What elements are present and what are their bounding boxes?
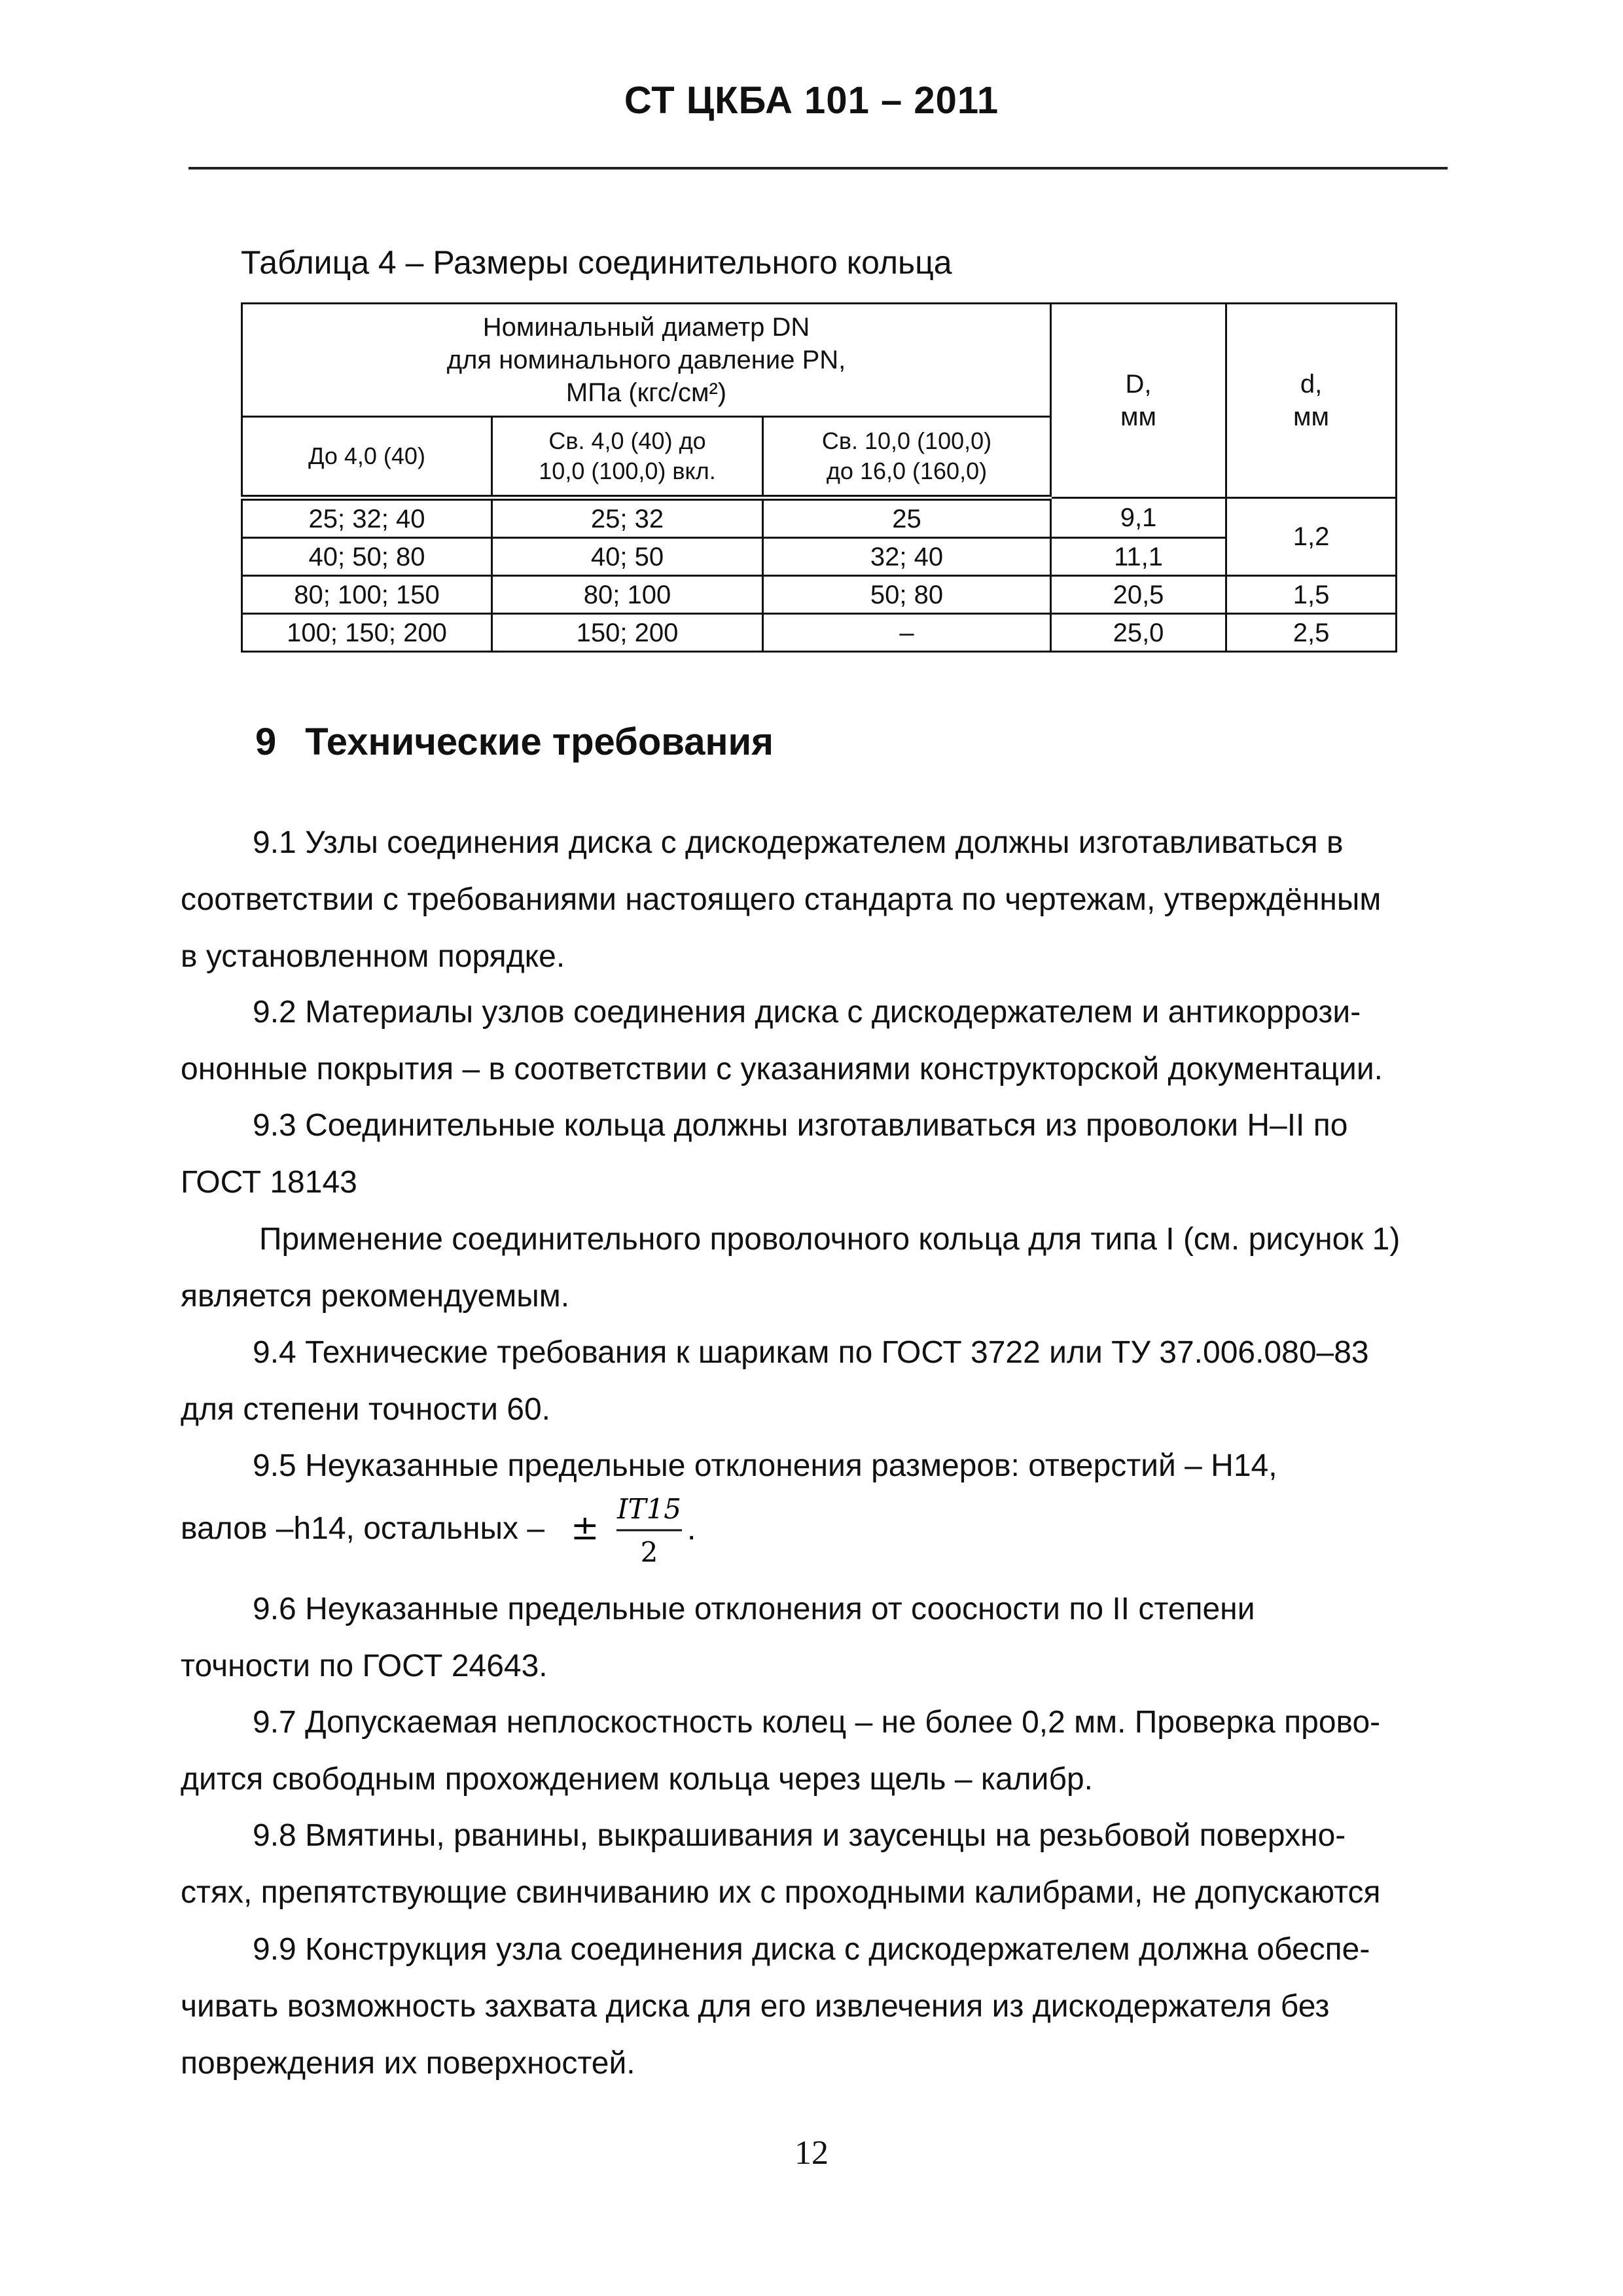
tolerance-formula — [565, 1484, 716, 1570]
section-number: 9 — [255, 721, 277, 763]
paragraph-line: 9.8 Вмятины, рванины, выкрашивания и заусенцы на резьбовой поверхно- — [253, 1818, 1346, 1853]
group-header-cell — [242, 304, 1051, 417]
group-header-line: для номинального давление PN, — [446, 346, 846, 374]
table-row — [242, 576, 1397, 614]
paragraph-line: для степени точности 60. — [181, 1392, 550, 1427]
table-cell: 1,5 — [1226, 576, 1397, 614]
table-cell: 50; 80 — [763, 576, 1051, 614]
paragraph-9-2 — [181, 984, 1463, 1098]
col-d-label: d, — [1300, 370, 1323, 399]
paragraph-9-4 — [181, 1324, 1463, 1438]
paragraph-line: 9.1 Узлы соединения диска с дискодержателем должны изготавливаться в — [253, 825, 1344, 860]
table-cell: 25; 32; 40 — [242, 498, 492, 538]
tolerance-formula-line — [181, 1484, 1097, 1570]
subheader-col-1 — [242, 417, 492, 498]
col-D-header — [1051, 304, 1226, 498]
paragraph-line: точности по ГОСТ 24643. — [181, 1649, 548, 1683]
table-cell: 20,5 — [1051, 576, 1226, 614]
table-cell: – — [763, 614, 1051, 652]
paragraph-line: повреждения их поверхностей. — [181, 2046, 635, 2081]
formula-prefix: валов –h14, остальных – — [181, 1511, 545, 1546]
paragraph-line: в установленном порядке. — [181, 939, 565, 974]
table-caption: Таблица 4 – Размеры соединительного кольца — [241, 244, 952, 281]
table-cell: 150; 200 — [492, 614, 763, 652]
header-rule — [188, 167, 1448, 170]
section-title: Технические требования — [305, 721, 774, 763]
table-cell: 80; 100 — [492, 576, 763, 614]
subheader-text: Св. 10,0 (100,0) — [821, 427, 992, 454]
table-cell: 40; 50 — [492, 538, 763, 576]
table-cell-merged: 1,2 — [1226, 498, 1397, 576]
paragraph-line: 9.2 Материалы узлов соединения диска с дискодержателем и антикоррози- — [253, 995, 1361, 1030]
group-header-line: Номинальный диаметр DN — [482, 313, 810, 342]
table-cell: 32; 40 — [763, 538, 1051, 576]
page-number: 12 — [794, 2134, 829, 2172]
table-cell: 25; 32 — [492, 498, 763, 538]
paragraph-9-8 — [181, 1807, 1463, 1921]
fraction-numerator: IT15 — [616, 1493, 682, 1525]
paragraph-9-3-note — [181, 1211, 1463, 1325]
table-cell: 9,1 — [1051, 498, 1226, 538]
col-D-label: D, — [1125, 370, 1152, 399]
table-cell: 2,5 — [1226, 614, 1397, 652]
col-d-unit: мм — [1293, 403, 1330, 431]
paragraph-line: 9.6 Неуказанные предельные отклонения от соосности по II степени — [253, 1592, 1255, 1626]
paragraph-9-9 — [181, 1921, 1463, 2092]
paragraph-line: 9.3 Соединительные кольца должны изготавливаться из проволоки Н–II по — [253, 1108, 1348, 1143]
table-cell: 40; 50; 80 — [242, 538, 492, 576]
paragraph-line: 9.9 Конструкция узла соединения диска с дискодержателем должна обеспе- — [253, 1932, 1370, 1967]
paragraph-line: 9.4 Технические требования к шарикам по ГОСТ 3722 или ТУ 37.006.080–83 — [253, 1335, 1369, 1370]
subheader-text: до 16,0 (160,0) — [826, 457, 988, 484]
fraction-denominator: 2 — [640, 1536, 658, 1568]
subheader-text: Св. 4,0 (40) до — [548, 427, 706, 454]
paragraph-line: ононные покрытия – в соответствии с указаниями конструкторской документации. — [181, 1052, 1383, 1086]
group-header-line: МПа (кгс/см²) — [565, 378, 727, 407]
table-row — [242, 614, 1397, 652]
paragraph-line: 9.5 Неуказанные предельные отклонения размеров: отверстий – Н14, — [253, 1448, 1277, 1483]
paragraph-line: соответствии с требованиями настоящего стандарта по чертежам, утверждённым — [181, 882, 1382, 917]
table-cell: 11,1 — [1051, 538, 1226, 576]
paragraph-9-1 — [181, 814, 1463, 985]
table-row — [242, 498, 1397, 538]
section-heading — [255, 720, 774, 764]
paragraph-line: является рекомендуемым. — [181, 1279, 570, 1314]
table-cell: 80; 100; 150 — [242, 576, 492, 614]
col-D-unit: мм — [1120, 403, 1157, 431]
paragraph-line: дится свободным прохождением кольца через щель – калибр. — [181, 1762, 1093, 1797]
table-cell: 100; 150; 200 — [242, 614, 492, 652]
table-cell: 25 — [763, 498, 1051, 538]
paragraph-line: стях, препятствующие свинчиванию их с проходными калибрами, не допускаются — [181, 1875, 1381, 1910]
paragraph-line: 9.7 Допускаемая неплоскостность колец – не более 0,2 мм. Проверка прово- — [253, 1705, 1381, 1740]
paragraph-9-3 — [181, 1097, 1463, 1211]
subheader-text: 10,0 (100,0) вкл. — [539, 457, 716, 484]
paragraph-line: чивать возможность захвата диска для его извлечения из дискодержателя без — [181, 1989, 1330, 2024]
subheader-col-2 — [492, 417, 763, 498]
table-cell: 25,0 — [1051, 614, 1226, 652]
subheader-col-3 — [763, 417, 1051, 498]
document-title: СТ ЦКБА 101 – 2011 — [624, 79, 999, 122]
paragraph-line: Применение соединительного проволочного кольца для типа I (см. рисунок 1) — [259, 1222, 1400, 1257]
formula-period: . — [687, 1512, 696, 1547]
plus-minus-sign: ± — [571, 1509, 599, 1548]
paragraph-9-6 — [181, 1581, 1463, 1695]
subheader-text: До 4,0 (40) — [308, 442, 425, 469]
paragraph-9-7 — [181, 1694, 1463, 1808]
col-d-header — [1226, 304, 1397, 498]
table-row — [242, 538, 1397, 576]
paragraph-line: ГОСТ 18143 — [181, 1165, 357, 1200]
ring-dimensions-table — [241, 302, 1397, 653]
